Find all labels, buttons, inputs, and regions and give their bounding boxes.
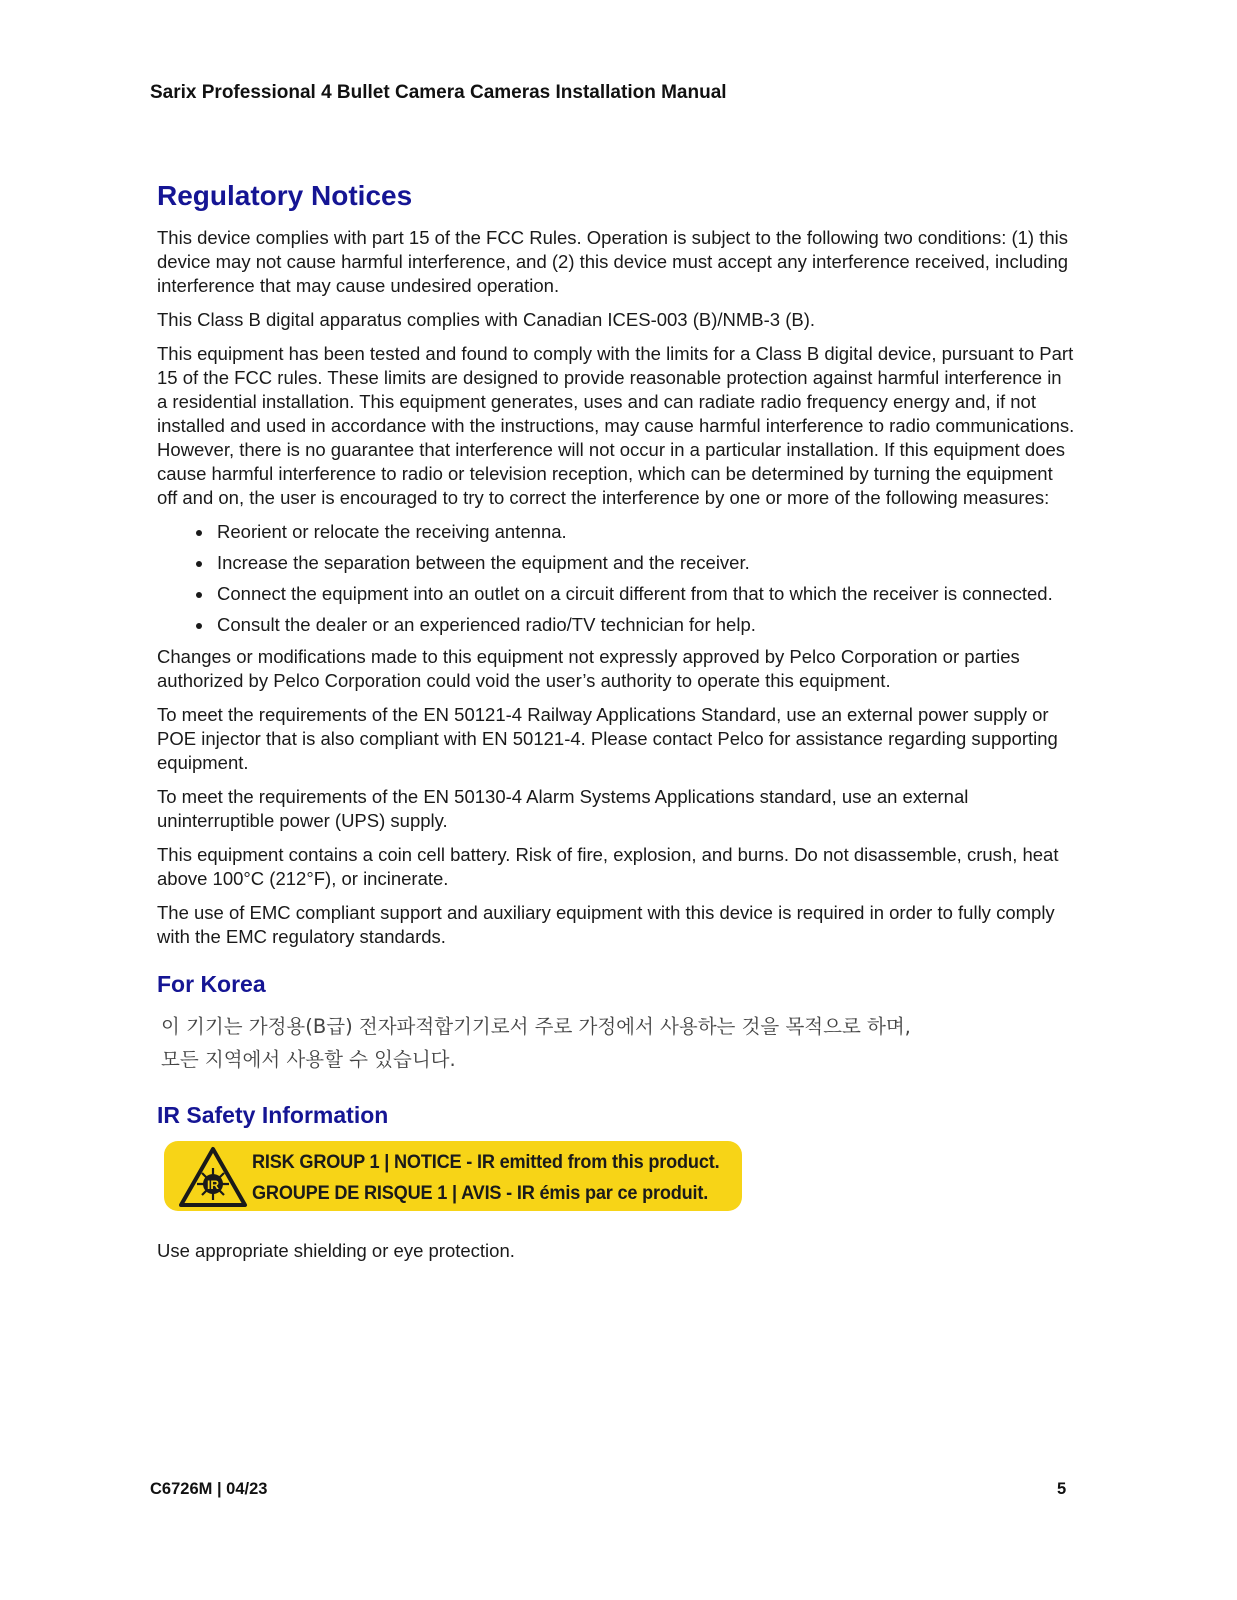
fcc-part15-paragraph: This device complies with part 15 of the FCC Rules. Operation is subject to the following two conditions: (1) this device may not cause harmful interference, and (2) this device must accept any interference received, including interference that may cause undesired operation.: [157, 227, 1069, 296]
regulatory-notices-heading: Regulatory Notices: [157, 180, 413, 211]
ir-risk-label: [164, 1141, 742, 1211]
en50130-paragraph: To meet the requirements of the EN 50130-4 Alarm Systems Applications standard, use an external uninterruptible power (UPS) supply.: [157, 786, 969, 831]
page-content: [157, 180, 1077, 1273]
list-item: Connect the equipment into an outlet on a circuit different from that to which the receiver is connected.: [217, 582, 1077, 606]
ir-safety-heading: IR Safety Information: [157, 1102, 389, 1128]
list-item: Consult the dealer or an experienced radio/TV technician for help.: [217, 613, 1077, 637]
class-b-paragraph: This equipment has been tested and found to comply with the limits for a Class B digital device, pursuant to Part 15 of the FCC rules. These limits are designed to provide reasonable protection against harmful interference in a residential installation. This equipment generates, uses and can radiate radio frequency energy and, if not installed and used in accordance with the instructions, may cause harmful interference to radio communications. However, there is no guarantee that interference will not occur in a particular installation. If this equipment does cause harmful interference to radio or television reception, which can be determined by turning the equipment off and on, the user is encouraged to try to correct the interference by one or more of the following measures:: [157, 343, 1075, 508]
footer-doc-code: C6726M | 04/23: [150, 1480, 268, 1498]
korean-line: 이 기기는 가정용(B급) 전자파적합기기로서 주로 가정에서 사용하는 것을 목적으로 하며,: [161, 1015, 911, 1038]
footer-page-number: 5: [1057, 1480, 1067, 1498]
korean-line: 모든 지역에서 사용할 수 있습니다.: [161, 1048, 456, 1071]
running-header: Sarix Professional 4 Bullet Camera Cameras Installation Manual: [150, 82, 727, 103]
emc-paragraph: The use of EMC compliant support and auxiliary equipment with this device is required in order to fully comply with the EMC regulatory standards.: [157, 902, 1055, 947]
ir-protection-note: Use appropriate shielding or eye protection.: [157, 1240, 515, 1261]
ir-icon-text: IR: [207, 1178, 219, 1192]
measures-list: [157, 520, 1077, 637]
en50121-paragraph: To meet the requirements of the EN 50121-4 Railway Applications Standard, use an external power supply or POE injector that is also compliant with EN 50121-4. Please contact Pelco for assistance regarding supporting equipment.: [157, 704, 1058, 773]
korean-notice: [161, 1010, 1077, 1076]
list-item: Increase the separation between the equipment and the receiver.: [217, 551, 1077, 575]
battery-paragraph: This equipment contains a coin cell battery. Risk of fire, explosion, and burns. Do not disassemble, crush, heat above 100°C (212°F), or incinerate.: [157, 844, 1059, 889]
modifications-paragraph: Changes or modifications made to this equipment not expressly approved by Pelco Corporation or parties authorized by Pelco Corporation could void the user’s authority to operate this equipment.: [157, 646, 1020, 691]
ices-paragraph: This Class B digital apparatus complies with Canadian ICES-003 (B)/NMB-3 (B).: [157, 309, 816, 330]
list-item: Reorient or relocate the receiving antenna.: [217, 520, 1077, 544]
ir-label-line-en: RISK GROUP 1 | NOTICE - IR emitted from this product.: [252, 1151, 720, 1173]
ir-label-line-fr: GROUPE DE RISQUE 1 | AVIS - IR émis par ce produit.: [252, 1182, 709, 1204]
for-korea-heading: For Korea: [157, 971, 266, 997]
ir-warning-icon: [178, 1146, 248, 1208]
